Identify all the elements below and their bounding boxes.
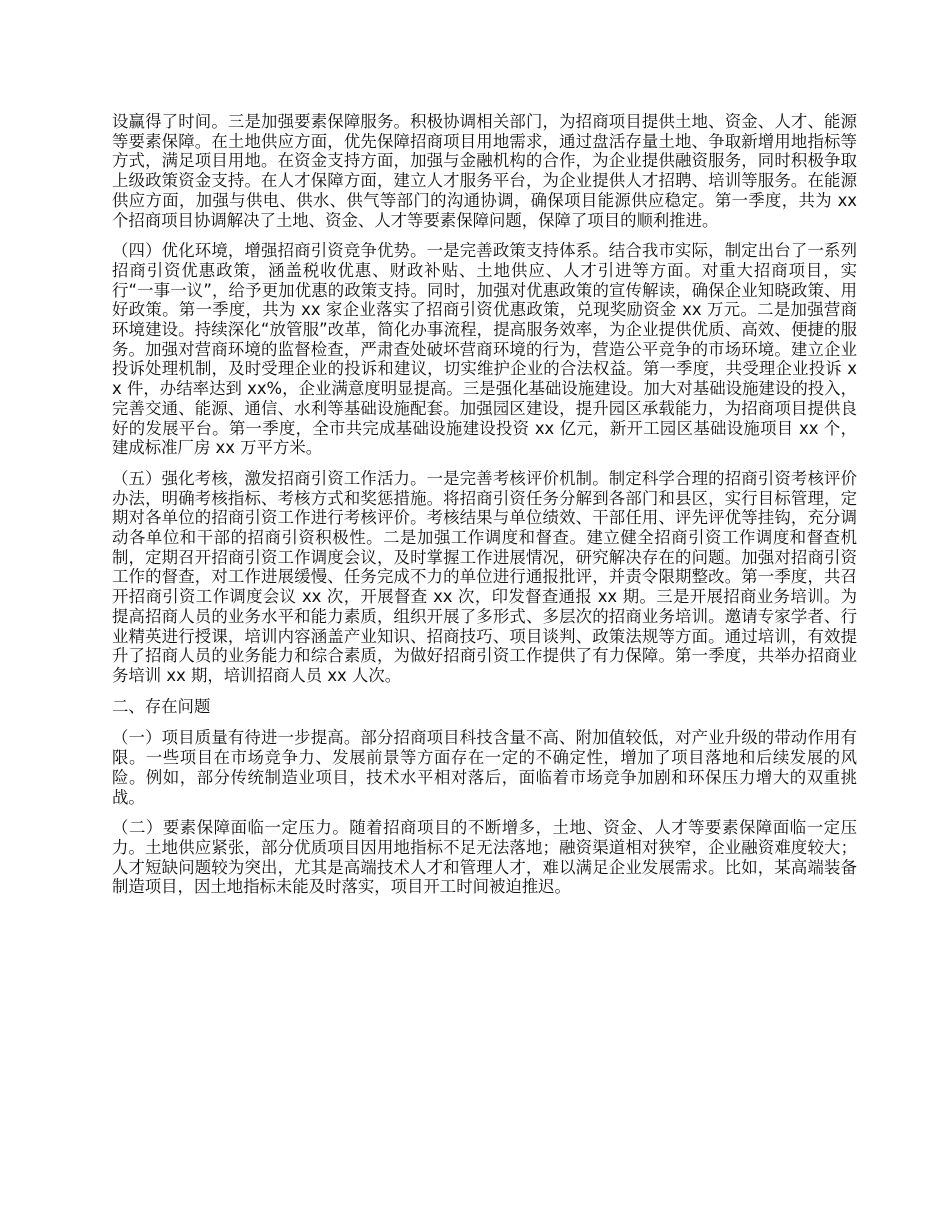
paragraph-project-quality: （一）项目质量有待进一步提高。部分招商项目科技含量不高、附加值较低，对产业升级的带动作用有限。一些项目在市场竞争力、发展前景等方面存在一定的不确定性，增加了项目落地和后续发展的风险。例如，部分传统制造业项目，技术水平相对落后，面临着市场竞争加剧和环保压力增大的双重挑战。 bbox=[112, 728, 857, 807]
paragraph-factor-pressure: （二）要素保障面临一定压力。随着招商项目的不断增多，土地、资金、人才等要素保障面临一定压力。土地供应紧张，部分优质项目因用地指标不足无法落地；融资渠道相对狭窄，企业融资难度较大；人才短缺问题较为突出，尤其是高端技术人才和管理人才，难以满足企业发展需求。比如，某高端装备制造项目，因土地指标未能及时落实，项目开工时间被迫推迟。 bbox=[112, 818, 857, 897]
paragraph-strengthen-assessment: （五）强化考核，激发招商引资工作活力。一是完善考核评价机制。制定科学合理的招商引资考核评价办法，明确考核指标、考核方式和奖惩措施。将招商引资任务分解到各部门和县区，实行目标管理，定期对各单位的招商引资工作进行考核评价。考核结果与单位绩效、干部任用、评先评优等挂钩，充分调动各单位和干部的招商引资积极性。二是加强工作调度和督查。建立健全招商引资工作调度和督查机制，定期召开招商引资工作调度会议，及时掌握工作进展情况，研究解决存在的问题。加强对招商引资工作的督查，对工作进展缓慢、任务完成不力的单位进行通报批评，并责令限期整改。第一季度，共召开招商引资工作调度会议 xx 次，开展督查 xx 次，印发督查通报 xx 期。三是开展招商业务培训。为提高招商人员的业务水平和能力素质，组织开展了多形式、多层次的招商业务培训。邀请专家学者、行业精英进行授课，培训内容涵盖产业知识、招商技巧、项目谈判、政策法规等方面。通过培训，有效提升了招商人员的业务能力和综合素质，为做好招商引资工作提供了有力保障。第一季度，共举办招商业务培训 xx 期，培训招商人员 xx 人次。 bbox=[112, 468, 857, 685]
section-heading-existing-problems: 二、存在问题 bbox=[112, 696, 211, 716]
paragraph-factor-guarantee: 设赢得了时间。三是加强要素保障服务。积极协调相关部门，为招商项目提供土地、资金、人才、能源等要素保障。在土地供应方面，优先保障招商项目用地需求，通过盘活存量土地、争取新增用地指标等方式，满足项目用地。在资金支持方面，加强与金融机构的合作，为企业提供融资服务，同时积极争取上级政策资金支持。在人才保障方面，建立人才服务平台，为企业提供人才招聘、培训等服务。在能源供应方面，加强与供电、供水、供气等部门的沟通协调，确保项目能源供应稳定。第一季度，共为 xx 个招商项目协调解决了土地、资金、人才等要素保障问题，保障了项目的顺利推进。 bbox=[112, 112, 857, 230]
paragraph-optimize-environment: （四）优化环境，增强招商引资竞争优势。一是完善政策支持体系。结合我市实际，制定出台了一系列招商引资优惠政策，涵盖税收优惠、财政补贴、土地供应、人才引进等方面。对重大招商项目，实行“一事一议”，给予更加优惠的政策支持。同时，加强对优惠政策的宣传解读，确保企业知晓政策、用好政策。第一季度，共为 xx 家企业落实了招商引资优惠政策，兑现奖励资金 xx 万元。二是加强营商环境建设。持续深化“放管服”改革，简化办事流程，提高服务效率，为企业提供优质、高效、便捷的服务。加强对营商环境的监督检查，严肃查处破坏营商环境的行为，营造公平竞争的市场环境。建立企业投诉处理机制，及时受理企业的投诉和建议，切实维护企业的合法权益。第一季度，共受理企业投诉 xx 件，办结率达到 xx%，企业满意度明显提高。三是强化基础设施建设。加大对基础设施建设的投入，完善交通、能源、通信、水利等基础设施配套。加强园区建设，提升园区承载能力，为招商项目提供良好的发展平台。第一季度，全市共完成基础设施建设投资 xx 亿元，新开工园区基础设施项目 xx 个，建成标准厂房 xx 万平方米。 bbox=[112, 241, 857, 458]
document-page bbox=[112, 112, 857, 908]
